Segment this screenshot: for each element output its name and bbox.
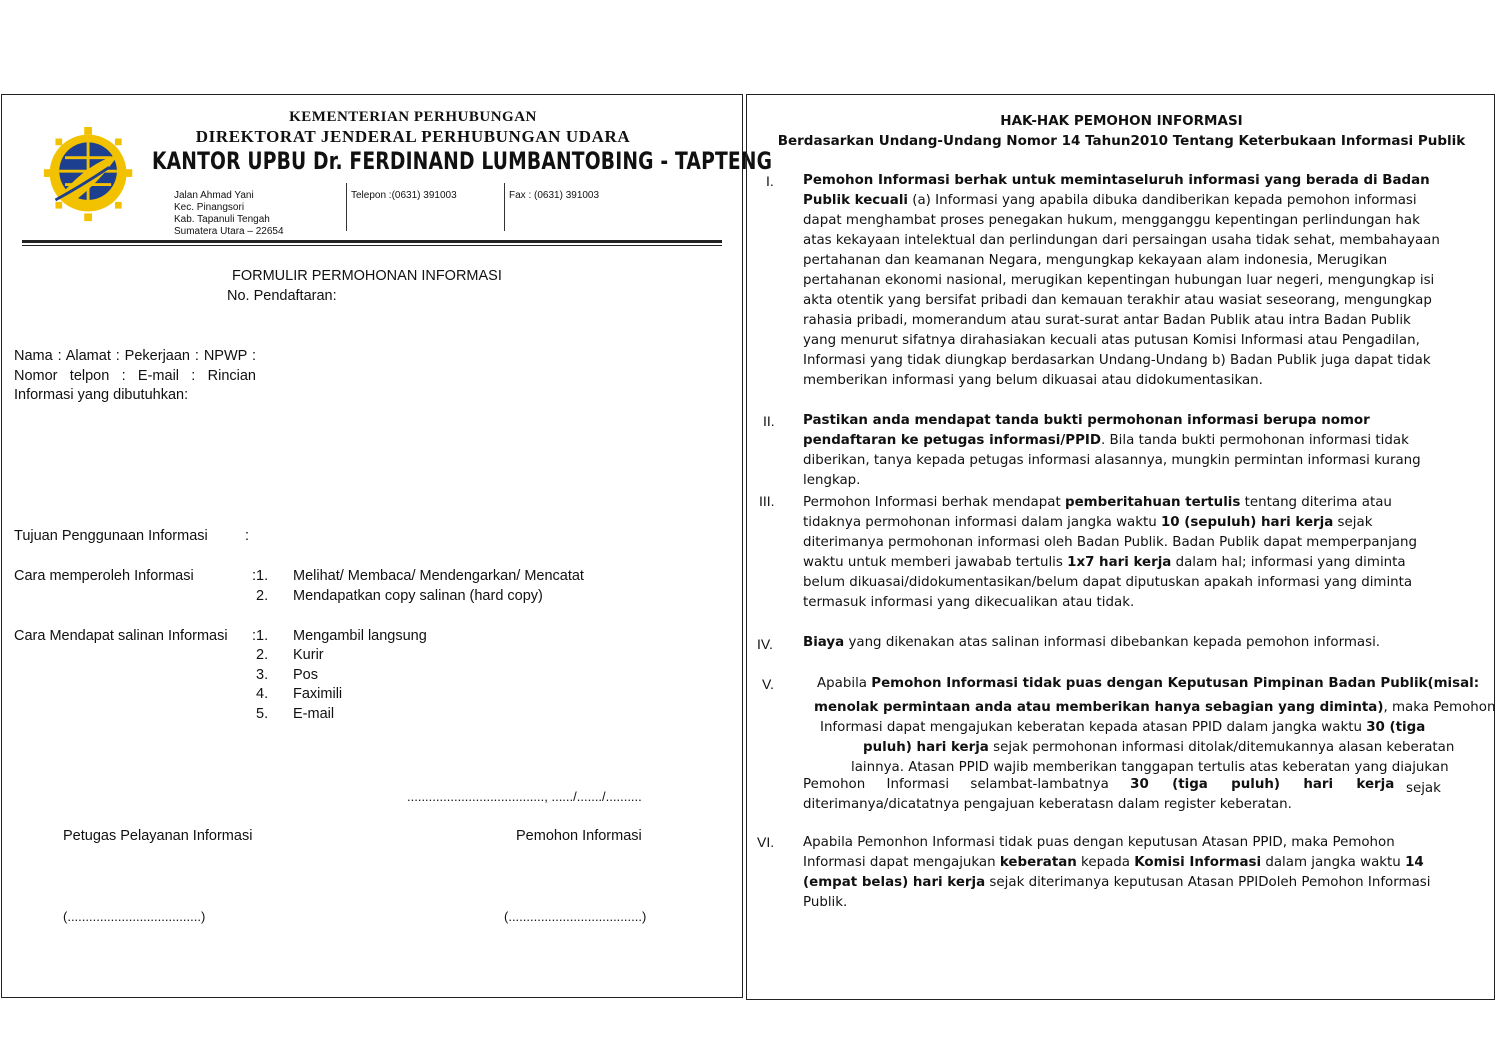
header-divider xyxy=(346,183,347,231)
office-address: Jalan Ahmad Yani Kec. Pinangsori Kab. Tapanuli Tengah Sumatera Utara – 22654 xyxy=(174,190,284,237)
section-number: V. xyxy=(762,676,774,692)
section-2-text: Pastikan anda mendapat tanda bukti permohonan informasi berupa nomor pendaftaran ke petugas informasi/PPID. Bila tanda bukti permohonan informasi tidak diberikan, tanya kepada petugas informasi alasannya, mungkin permintan informasi kurang lengkap. xyxy=(803,413,1421,488)
option-number: 3. xyxy=(256,667,269,683)
option-number: 4. xyxy=(256,686,269,702)
applicant-rights-panel: HAK-HAK PEMOHON INFORMASI Berdasarkan Undang-Undang Nomor 14 Tahun2010 Tentang Keterbukaan Informasi Publik I. Pemohon Informasi berhak untuk memintaseluruh informasi yang berada di Badan Publik kecuali (a) Informasi yang apabila dibuka dandiberikan kepada pemohon informasi dapat menghambat proses penegakan hukum, mengganggu kepentingan perlindungan hak atas kekayaan intelektual dan perlindungan dari persaingan usaha tidak sehat, membahayaan pertahanan dan keamanan Negara, mengungkap kekayaan alam indonesia, Merugikan pertahanan ekonomi nasional, merugikan kepentingan hubungan luar negeri, mengungkap isi akta otentik yang bersifat pribadi dan kemauan terakhir atau wasiat seseorang, mengungkap rahasia pribadi, momerandum atau surat-surat antar Badan Publik atau intra Badan Publik yang menurut sifatnya dirahasiakan kecuali atas putusan Komisi Informasi atau Pengadilan, Informasi yang tidak diungkap berdasarkan Undang-Undang b) Badan Publik juga dapat tidak memberikan informasi yang belum dikuasai atau didokumentasikan. II. Pastikan anda mendapat tanda bukti permohonan informasi berupa nomor pendaftaran ke petugas informasi/PPID. Bila tanda bukti permohonan informasi tidak diberikan, tanya kepada petugas informasi alasannya, mungkin permintan informasi kurang lengkap. III. Permohon Informasi berhak mendapat pemberitahuan tertulis tentang diterima atau tidaknya permohonan informasi dalam jangka waktu 10 (sepuluh) hari kerja sejak diterimanya permohonan informasi oleh Badan Publik. Badan Publik dapat memperpanjang waktu untuk memberi jawabab tertulis 1x7 hari kerja dalam hal; informasi yang diminta belum dikuasai/didokumentasikan/belum dapat diputuskan apakah informasi yang diminta termasuk informasi yang dikecualikan atau tidak. IV. Biaya yang dikenakan atas salinan informasi dibebankan kepada pemohon informasi. V. Apabila Pemohon Informasi tidak puas dengan Keputusan Pimpinan Badan Publik(misal: menolak permintaan anda atau memberikan hanya sebagian yang diminta), maka Pemohon Informasi dapat mengajukan keberatan kepada atasan PPID dalam jangka waktu 30 (tiga puluh) hari kerja sejak permohonan informasi ditolak/ditemukannya alasan keberatan lainnya. Atasan PPID wajib memberikan tanggapan tertulis atas keberatan yang diajukan Pemohon Informasi selambat-lambatnya 30 (tiga puluh) hari kerja sejak diterimanya/dicatatnya pengajuan keberatasn dalam register keberatan. VI. Apabila Pemonhon Informasi tidak puas dengan keputusan Atasan PPID, maka Pemohon Informasi dapat mengajukan keberatan kepada Komisi Informasi dalam jangka waktu 14 (empat belas) hari kerja sejak diterimanya keputusan Atasan PPIDoleh Pemohon Informasi Publik. xyxy=(746,94,1495,1000)
purpose-label: Tujuan Penggunaan Informasi xyxy=(14,528,208,544)
option-number: :1. xyxy=(252,568,269,584)
form-title: FORMULIR PERMOHONAN INFORMASI xyxy=(232,268,502,284)
copy-method-label: Cara Mendapat salinan Informasi xyxy=(14,628,228,644)
fax-number: Fax : (0631) 391003 xyxy=(509,190,600,201)
header-rule xyxy=(22,245,722,246)
option-number: 2. xyxy=(256,647,269,663)
option-text: Kurir xyxy=(293,647,324,663)
applicant-fields: Nama : Alamat : Pekerjaan : NPWP : Nomor telpon : E-mail : Rincian Informasi yang dibutuhkan: xyxy=(14,348,256,403)
option-text: Faximili xyxy=(293,686,343,702)
officer-signature-line: (.....................................) xyxy=(63,909,206,924)
directorate-heading: DIREKTORAT JENDERAL PERHUBUNGAN UDARA xyxy=(195,127,631,146)
section-4-text: Biaya yang dikenakan atas salinan informasi dibebankan kepada pemohon informasi. xyxy=(803,635,1381,650)
obtain-method-label: Cara memperoleh Informasi xyxy=(14,568,194,584)
option-text: Mengambil langsung xyxy=(293,628,427,644)
section-6-text: Apabila Pemonhon Informasi tidak puas dengan keputusan Atasan PPID, maka Pemohon Informasi dapat mengajukan keberatan kepada Komisi Informasi dalam jangka waktu 14 (empat belas) hari kerja sejak diterimanya keputusan Atasan PPIDoleh Pemohon Informasi Publik. xyxy=(803,835,1431,910)
header-divider xyxy=(504,183,505,231)
section-number: III. xyxy=(759,493,775,509)
option-number: 2. xyxy=(256,588,269,604)
option-number: 5. xyxy=(256,706,269,722)
section-number: I. xyxy=(766,173,774,189)
ministry-heading: KEMENTERIAN PERHUBUNGAN xyxy=(289,109,537,125)
header-rule xyxy=(22,240,722,243)
purpose-colon: : xyxy=(245,528,250,544)
option-text: Pos xyxy=(293,667,318,683)
option-number: :1. xyxy=(252,628,269,644)
section-1-text: Pemohon Informasi berhak untuk memintaseluruh informasi yang berada di Badan Publik kecuali (a) Informasi yang apabila dibuka dandiberikan kepada pemohon informasi dapat menghambat proses penegakan hukum, mengganggu kepentingan perlindungan hak atas kekayaan intelektual dan perlindungan dari persaingan usaha tidak sehat, membahayaan pertahanan dan keamanan Negara, mengungkap kekayaan alam indonesia, Merugikan pertahanan ekonomi nasional, merugikan kepentingan hubungan luar negeri, mengungkap isi akta otentik yang bersifat pribadi dan kemauan terakhir atau wasiat seseorang, mengungkap rahasia pribadi, momerandum atau surat-surat antar Badan Publik atau intra Badan Publik yang menurut sifatnya dirahasiakan kecuali atas putusan Komisi Informasi atau Pengadilan, Informasi yang tidak diungkap berdasarkan Undang-Undang b) Badan Publik juga dapat tidak memberikan informasi yang belum dikuasai atau didokumentasikan. xyxy=(803,173,1440,388)
registration-number-label: No. Pendaftaran: xyxy=(227,288,337,304)
section-number: II. xyxy=(763,413,775,429)
rights-title: HAK-HAK PEMOHON INFORMASI xyxy=(1000,113,1243,129)
officer-signature-label: Petugas Pelayanan Informasi xyxy=(63,828,253,844)
rights-subtitle: Berdasarkan Undang-Undang Nomor 14 Tahun2010 Tentang Keterbukaan Informasi Publik xyxy=(777,133,1466,149)
section-number: IV. xyxy=(757,636,773,652)
option-text: Mendapatkan copy salinan (hard copy) xyxy=(293,588,543,604)
office-heading: KANTOR UPBU Dr. FERDINAND LUMBANTOBING - TAPTENG xyxy=(152,147,773,175)
applicant-signature-line: (.....................................) xyxy=(504,909,647,924)
telephone-number: Telepon :(0631) 391003 xyxy=(351,190,457,201)
applicant-signature-label: Pemohon Informasi xyxy=(516,828,642,844)
option-text: Melihat/ Membaca/ Mendengarkan/ Mencatat xyxy=(293,568,584,584)
section-number: VI. xyxy=(757,834,775,850)
option-text: E-mail xyxy=(293,706,335,722)
section-3-text: Permohon Informasi berhak mendapat pemberitahuan tertulis tentang diterima atau tidaknya permohonan informasi dalam jangka waktu 10 (sepuluh) hari kerja sejak diterimanya permohonan informasi oleh Badan Publik. Badan Publik dapat memperpanjang waktu untuk memberi jawabab tertulis 1x7 hari kerja dalam hal; informasi yang diminta belum dikuasai/didokumentasikan/belum dapat diputuskan apakah informasi yang diminta termasuk informasi yang dikecualikan atau tidak. xyxy=(803,495,1417,610)
place-date-line: ......................................, ....../......./.......... xyxy=(407,789,642,804)
